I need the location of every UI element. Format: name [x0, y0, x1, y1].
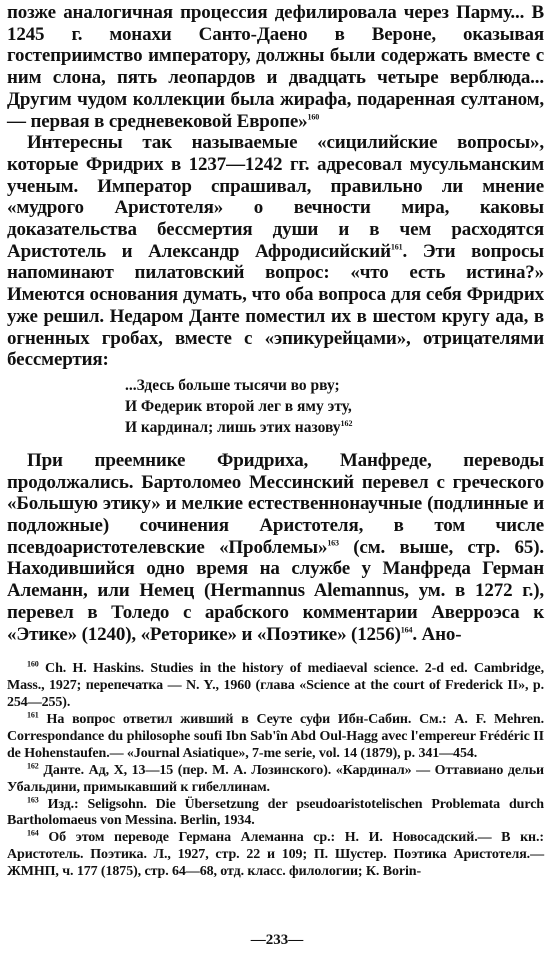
main-text [7, 2, 544, 645]
paragraph-1: позже аналогичная процессия дефилировала через Парму... В 1245 г. монахи Санто-Даено в Вероне, оказывая гостеприимство императору, должны были содержать вместе с ним слона, пять леопардов и двадцать четыре верблюда... Другим чудом коллекции была жирафа, подаренная султаном,— первая в средневековой Европе»$^{160}$ [7, 2, 544, 132]
footnote-161: $^{161}$ На вопрос ответил живший в Сеуте суфи Ибн-Сабин. См.: A. F. Mehren. Correspondance du philosophe soufi Ibn Sab'în Abd Oul-Hagg avec l'empereur Frédéric II de Hohenstaufen.— «Journal Asiatique», 7-me serie, vol. 14 (1879), p. 341—454. [7, 710, 544, 761]
footnote-ref-162: 162 [340, 418, 353, 428]
footnote-162: $^{162}$ Данте. Ад, X, 13—15 (пер. М. А. Лозинского). «Кардинал» — Оттавиано дельи Убальдини, примыкавший к гибеллинам. [7, 761, 544, 795]
footnote-164: $^{164}$ Об этом переводе Германа Алеманна ср.: Н. И. Новосадский.— В кн.: Аристотель. Поэтика. Л., 1927, стр. 22 и 109; П. Шустер. Поэтика Аристотеля.— ЖМНП, ч. 177 (1875), стр. 64—68, отд. класс. филологии; К. Borin- [7, 828, 544, 880]
footnote-ref-161: 161 [390, 242, 403, 252]
footnote-ref-160: 160 [307, 112, 320, 122]
verse-line: И Федерик второй лег в яму эту, [125, 397, 352, 415]
paragraph-3: При преемнике Фридриха, Манфреде, переводы продолжались. Бартоломео Мессинский перевел с греческого «Большую этику» и мелкие естественнонаучные (подлинные и подложные) сочинения Аристотеля, в том числе псевдоаристотелевские «Проблемы»$^{163}$ (см. выше, стр. 65). Находившийся одно время на службе у Манфреда Герман Алеманн, или Немец (Hermannus Alemannus, ум. в 1272 г.), перевел в Толедо с арабского комментарии Аверроэса к «Этике» (1240), «Реторике» и «Поэтике» $(1256)^{164}$. Ано- [7, 449, 545, 645]
verse-line: ...Здесь больше тысячи во рву; [125, 376, 340, 394]
verse-quote [125, 375, 544, 438]
footnote-ref-164: 164 [400, 625, 413, 635]
footnote-163: $^{163}$ Изд.: Seligsohn. Die Übersetzung der pseudoaristotelischen Problemata durch Bartholomaeus von Messina. Berlin, 1934. [7, 794, 544, 829]
footnotes [7, 661, 544, 881]
verse-line: И кардинал; лишь этих назову$^{162}$ [125, 418, 353, 436]
footnote-160: $^{160}$ Ch. H. Haskins. Studies in the history of mediaeval science. 2-d ed. Cambridge, Mass., 1927; перепечатка — N. Y., 1960 (глава «Science at the court of Frederick II», p. 254—255). [7, 659, 544, 711]
footnote-ref-163: 163 [327, 538, 339, 548]
paragraph-2: Интересны так называемые «сицилийские вопросы», которые Фридрих в 1237—1242 гг. адресовал мусульманским ученым. Император спрашивал, правильно ли мнение «мудрого Аристотеля» о вечности мира, каковы доказательства бессмертия души и в чем расходятся Аристотель и Александр Афродисийский$^{161}$. Эти вопросы напоминают пилатовский вопрос: «что есть истина?» Имеются основания думать, что оба вопроса для себя Фридрих уже решил. Недаром Данте поместил их в шестом кругу ада, в огненных гробах, вместе с «эпикурейцами», отрицателями бессмертия: [7, 132, 544, 371]
page-number: —233— [250, 932, 304, 948]
